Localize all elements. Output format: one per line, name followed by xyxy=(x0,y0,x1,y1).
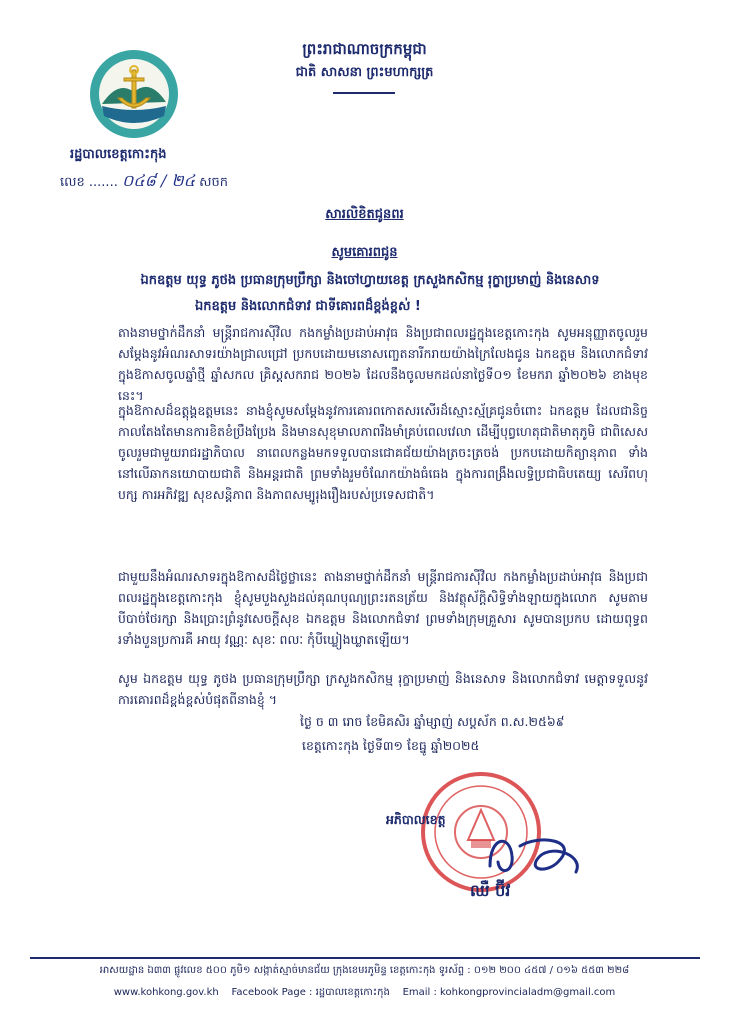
body-paragraph-2: ក្នុងឱកាសដ៏ឧត្តុង្គឧត្តមនេះ នាងខ្ញុំសូមសម្តែងនូវការគោរពកោតសរសើរដ៏ស្មោះស្ម័គ្រជូនចំពោះ ឯកឧត្តម ដែលជានិច្ចកាលតែងតែមានការខិតខំប្រឹងប្រែង និងមានសុខុមាលភាពរឹងមាំគ្រប់ពេលវេលា ដើម្បីបុព្វហេតុជាតិមាតុភូមិ ជាពិសេសចូលរួមជាមួយរាជរដ្ឋាភិបាល នាពេលកន្លងមកទទួលបានជោគជ័យយ៉ាងត្រចះត្រចង់ ប្រកបដោយកិត្យានុភាព ទាំងនៅលើឆាកនយោបាយជាតិ និងអន្តរជាតិ ព្រមទាំងរួមចំណែកយ៉ាងធំធេង ក្នុងការពង្រឹងលទ្ធិប្រជាធិបតេយ្យ សេរីពហុបក្ស ការអភិវឌ្ឍ សុខសន្តិភាព និងភាពសម្បូរុងរឿងរបស់ប្រទេសជាតិ។ xyxy=(118,403,648,502)
motto-divider xyxy=(333,92,395,94)
footer-facebook-label: Facebook Page : xyxy=(231,987,313,998)
document-type: សារលិខិតជូនពរ xyxy=(325,207,404,222)
ref-prefix: លេខ xyxy=(60,175,85,190)
footer-divider xyxy=(30,957,700,959)
footer-facebook-value[interactable]: រដ្ឋបាលខេត្តកោះកុង xyxy=(315,987,390,998)
salutation: ឯកឧត្តម និងលោកជំទាវ ជាទីគោរពដ៏ខ្ពង់ខ្ពស់ ! xyxy=(195,299,421,314)
body-paragraph-3: ជាមួយនឹងអំណរសាទរក្នុងឱកាសដ៏ថ្លៃថ្លានេះ តាងនាមថ្នាក់ដឹកនាំ មន្ត្រីរាជការស៊ីវិល កងកម្លាំងប្រដាប់អាវុធ និងប្រជាពលរដ្ឋក្នុងខេត្តកោះកុង ខ្ញុំសូមបួងសួងដល់គុណបុណ្យព្រះរតនត្រ័យ និងវត្ថុស័ក្តិសិទ្ធិទាំងឡាយក្នុងលោក សូមតាមបីបាច់ថែរក្សា និងប្រោះព្រំនូវសេចក្តីសុខ ឯកឧត្តម និងលោកជំទាវ ព្រមទាំងក្រុមគ្រួសារ សូមបានប្រកប ដោយពុទ្ធពរទាំងបួនប្រការគឺ អាយុ វណ្ណៈ សុខៈ ពលៈ កុំបីឃ្លៀងឃ្លាតឡើយ។ xyxy=(118,569,648,647)
addressee-label: សូមគោរពជូន xyxy=(331,245,398,260)
handwritten-signature xyxy=(480,826,590,882)
signer-name: ឈឺ ប៊ីវ xyxy=(470,881,511,900)
closing-paragraph: សូម ឯកឧត្តម យុទ្ធ ភូថង ប្រធានក្រុមប្រឹក្សា ក្រសួងកសិកម្ម រុក្ខាប្រមាញ់ និងនេសាទ និងលោកជំទាវ មេត្តាទទួលនូវការគោរពដ៏ខ្ពង់ខ្ពស់បំផុតពីនាងខ្ញុំ ។ xyxy=(118,671,648,707)
footer-contacts xyxy=(0,985,729,1000)
lunar-date: ថ្ងៃ ច ៣ រោច ខែមិគសិរ ឆ្នាំម្សាញ់ សប្តស័ក ព.ស.២៥៦៩ xyxy=(300,714,565,729)
ref-handwritten: ០៤៨ / ២៤ xyxy=(121,171,195,190)
footer-address: អាសយដ្ឋាន ឯ៣៣ ផ្លូវលេខ ៥០០ ភូមិ១ សង្កាត់ស្មាច់មានជ័យ ក្រុងខេមរភូមិន្ទ ខេត្តកោះកុង ទូរស័ព្ទ : ០១២ ២០០ ៤៥៧ / ០១៦ ៥៥៣ ២២៨ xyxy=(99,965,630,976)
reference-number: លេខ ....... ០៤៨ / ២៤ សចក xyxy=(60,171,228,190)
organization-name: រដ្ឋបាលខេត្តកោះកុង xyxy=(70,147,167,162)
kingdom-title: ព្រះរាជាណាចក្រកម្ពុជា xyxy=(302,40,427,58)
gregorian-date: ខេត្តកោះកុង ថ្ងៃទី៣១ ខែធ្នូ ឆ្នាំ២០២៥ xyxy=(302,738,480,753)
provincial-logo xyxy=(88,48,180,140)
body-paragraph-1: តាងនាមថ្នាក់ដឹកនាំ មន្ត្រីរាជការស៊ីវិល កងកម្លាំងប្រដាប់អាវុធ និងប្រជាពលរដ្ឋក្នុងខេត្តកោះកុង សូមអនុញ្ញាតចូលរួមសម្តែងនូវអំណរសាទរយ៉ាងជ្រាលជ្រៅ ប្រកបដោយមនោសញ្ចេតនារីករាយយ៉ាងក្រៃលែងជូន ឯកឧត្តម និងលោកជំទាវ ក្នុងឱកាសចូលឆ្នាំថ្មី ឆ្នាំសកល គ្រិស្តសករាជ ២០២៦ ដែលនឹងចូលមកដល់នាថ្ងៃទី០១ ខែមករា ឆ្នាំ២០២៦ ខាងមុខនេះ។ xyxy=(118,325,648,403)
signer-title: អភិបាលខេត្ត xyxy=(386,812,446,827)
national-motto: ជាតិ សាសនា ព្រះមហាក្សត្រ xyxy=(295,65,434,80)
footer-website-link[interactable]: www.kohkong.gov.kh xyxy=(113,987,219,998)
ref-suffix: សចក xyxy=(199,175,228,190)
footer-email-value[interactable]: kohkongprovincialadm@gmail.com xyxy=(440,987,616,998)
recipient-line: ឯកឧត្តម យុទ្ធ ភូថង ប្រធានក្រុមប្រឹក្សា និងចៅហ្វាយខេត្ត ក្រសួងកសិកម្ម រុក្ខាប្រមាញ់ និងនេសាទ xyxy=(140,273,600,288)
footer-email-label: Email : xyxy=(402,987,437,998)
